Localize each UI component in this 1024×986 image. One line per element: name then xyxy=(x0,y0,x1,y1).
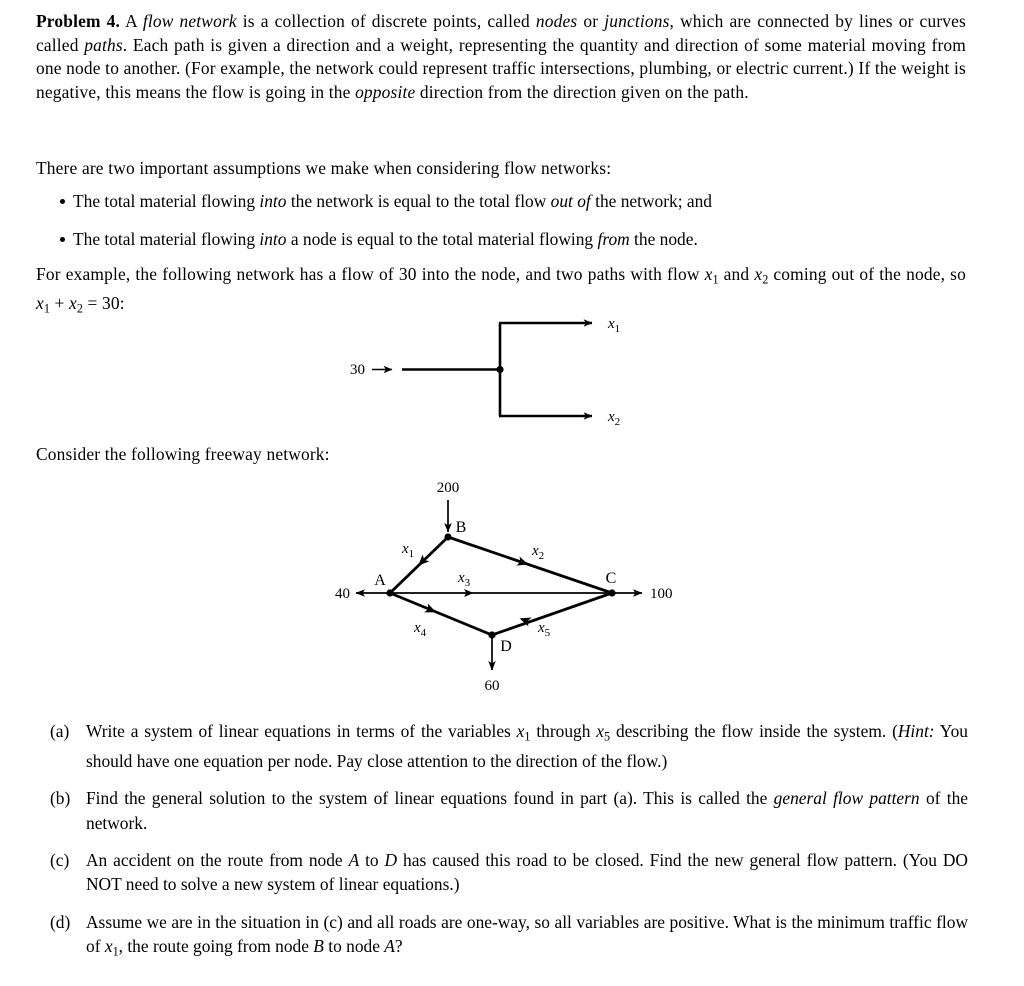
figure-freeway-network xyxy=(330,470,690,700)
network-node-D xyxy=(488,631,495,638)
bullet-dot-icon xyxy=(60,237,65,242)
bullet-2-text-c: the node. xyxy=(629,228,698,249)
network-outflow-60-label: 60 xyxy=(484,678,500,694)
question-d-math-A: A xyxy=(384,936,395,957)
consider-lead: Consider the following freeway network: xyxy=(36,444,330,464)
problem-heading: Problem 4. xyxy=(36,11,121,31)
bullet-1-text-b: the network is equal to the total flow xyxy=(286,191,551,211)
network-node-A xyxy=(386,589,393,596)
list-item xyxy=(36,190,966,214)
bullet-2-em-into: into xyxy=(259,228,287,249)
question-a-text-3: describing the flow inside the system. ( xyxy=(610,721,898,741)
question-a-math-x1: $x_1$ xyxy=(516,721,531,744)
bullet-2-em-from: from xyxy=(597,228,630,249)
question-b-text-1: Find the general solution to the system of linear equations found in part (a). This is called the xyxy=(86,788,774,809)
intro-em-flow-network: flow network xyxy=(142,11,237,31)
network-label-x3: $x_3$ xyxy=(458,570,471,589)
question-item-c xyxy=(36,848,968,897)
assumptions-lead: There are two important assumptions we make when considering flow networks: xyxy=(36,158,612,178)
freeway-network-svg xyxy=(330,470,690,700)
inline-math-equation: $x_1 + x_2 = 30$: xyxy=(36,293,125,316)
question-marker-a: (a) xyxy=(50,721,70,741)
network-node-label-A: A xyxy=(374,572,386,589)
intro-text-3: or xyxy=(577,11,605,31)
intro-em-opposite: opposite xyxy=(355,82,416,103)
network-label-x2: $x_2$ xyxy=(532,543,545,562)
intro-text-1: A xyxy=(125,11,143,31)
network-edge-x2-path xyxy=(448,537,612,593)
question-c-text-2: to xyxy=(359,850,385,871)
network-node-label-D: D xyxy=(500,638,512,655)
network-label-x4: $x_4$ xyxy=(414,620,427,639)
questions-list xyxy=(36,719,968,977)
intro-em-junctions: junctions xyxy=(604,11,670,31)
intro-em-nodes: nodes xyxy=(535,11,578,31)
question-c-math-A: A xyxy=(348,850,360,871)
network-edge-x2-arrow-icon xyxy=(516,557,529,570)
example-text-a: For example, the following network has a flow of 30 into the node, and two paths with flow xyxy=(36,264,705,284)
network-node-C xyxy=(608,589,615,596)
example-text-c: coming out of the node, so xyxy=(768,264,966,284)
network-node-label-B: B xyxy=(455,519,467,536)
question-a-text-2: through xyxy=(530,721,597,741)
question-d-text-2: , the route going from node xyxy=(118,936,314,957)
question-item-b xyxy=(36,786,968,835)
network-inflow-200-label: 200 xyxy=(436,480,460,496)
intro-text-5: . Each path is given a direction and a weight, representing the quantity and direction of some material moving from one node to another. (For example, the network could represent traffic intersections, plumbing, or electric current.) If the weight is negative, this means the flow is going in the xyxy=(36,34,966,103)
bullet-2-text-b: a node is equal to the total material flowing xyxy=(286,228,598,249)
fork-label-x2: $x_2$ xyxy=(608,409,621,428)
intro-text-2: is a collection of discrete points, called xyxy=(236,11,536,31)
network-node-B xyxy=(444,533,451,540)
network-edge-x4-path xyxy=(390,593,492,635)
network-edge-x4-arrow-icon xyxy=(424,604,438,617)
inline-math-x2: $x_2$ xyxy=(754,264,769,287)
bullet-1-text-c: the network; and xyxy=(590,191,712,211)
network-label-x1: $x_1$ xyxy=(402,541,415,560)
intro-text-6: direction from the direction given on the path. xyxy=(415,82,749,103)
fork-inflow-label: 30 xyxy=(350,362,365,378)
question-a-hint-label: Hint: xyxy=(897,721,935,741)
question-a-text-1: Write a system of linear equations in terms of the variables xyxy=(86,721,517,741)
bullet-1-text-a: The total material flowing xyxy=(73,191,260,211)
assumptions-list xyxy=(36,190,966,265)
question-d-text-4: ? xyxy=(394,936,403,957)
question-item-a xyxy=(36,719,968,773)
question-item-d xyxy=(36,910,968,964)
intro-em-paths: paths xyxy=(84,34,123,55)
fork-junction-node xyxy=(496,366,503,373)
problem-intro-paragraph xyxy=(36,10,966,105)
fork-network-svg xyxy=(340,310,640,428)
network-edge-x5-path xyxy=(492,593,612,635)
list-item xyxy=(36,228,966,252)
inline-math-x1: $x_1$ xyxy=(704,264,719,287)
bullet-2-text-a: The total material flowing xyxy=(73,228,260,249)
question-a-text-4: You should have one equation per node. Pay close attention to the direction of the flow.) xyxy=(86,721,969,771)
example-text-b: and xyxy=(718,264,755,284)
network-outflow-100-label: 100 xyxy=(650,586,673,602)
question-b-text-2: of the network. xyxy=(86,788,968,833)
network-node-label-C: C xyxy=(605,570,617,587)
question-a-math-x5: $x_5$ xyxy=(596,721,611,744)
question-b-em-general-flow-pattern: general flow pattern xyxy=(773,788,920,809)
question-c-text-3: has caused this road to be closed. Find the new general flow pattern. (You DO NOT need to solve a new system of linear equations.) xyxy=(86,850,968,895)
question-marker-d: (d) xyxy=(50,911,71,932)
question-d-math-B: B xyxy=(313,936,324,957)
question-d-text-3: to node xyxy=(323,936,385,957)
question-d-text-1: Assume we are in the situation in (c) and all roads are one-way, so all variables are positive. What is the minimum traffic flow of xyxy=(86,911,968,957)
fork-label-x1: $x_1$ xyxy=(608,316,621,335)
question-d-math-x1: $x_1$ xyxy=(104,936,119,959)
question-marker-b: (b) xyxy=(50,788,71,809)
intro-text-4: , which are connected by lines or curves called xyxy=(36,11,966,55)
question-marker-c: (c) xyxy=(50,850,70,871)
network-label-x5: $x_5$ xyxy=(538,620,551,639)
question-c-text-1: An accident on the route from node xyxy=(86,850,349,871)
network-outflow-40-label: 40 xyxy=(335,586,350,602)
figure-fork-network xyxy=(340,310,640,428)
bullet-1-em-into: into xyxy=(259,191,287,211)
bullet-dot-icon xyxy=(60,199,65,204)
bullet-1-em-outof: out of xyxy=(550,191,591,211)
question-c-math-D: D xyxy=(384,850,398,871)
